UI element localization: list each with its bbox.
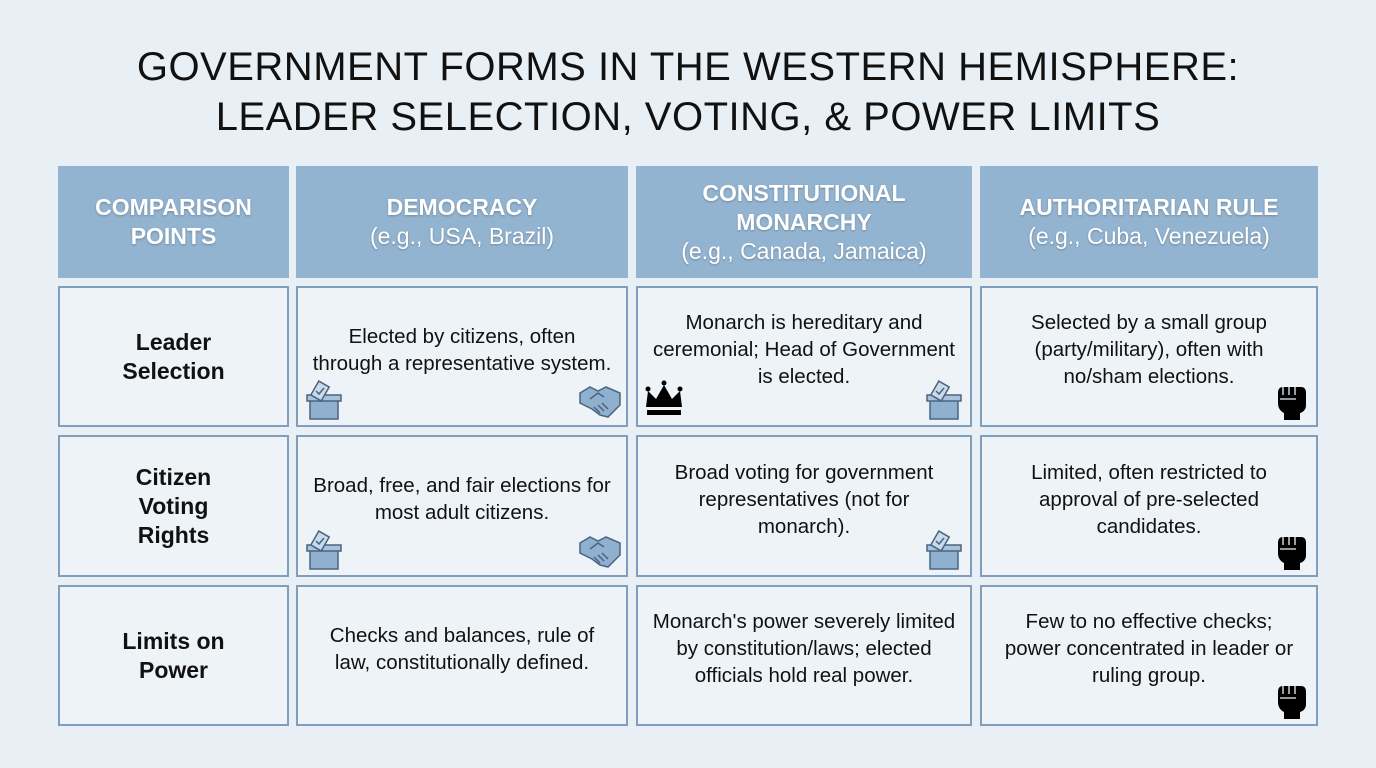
row-label: Limits on Power (122, 627, 225, 683)
table-cell-authoritarian (980, 585, 1318, 726)
header-democracy (296, 166, 628, 278)
header-authoritarian-rule (980, 166, 1318, 278)
cell-text: Monarch's power severely limited by constitution/laws; elected officials hold real power. (652, 610, 956, 687)
header-constitutional-monarchy (636, 166, 972, 278)
raised-fist-icon (1268, 527, 1312, 571)
header-title: AUTHORITARIAN RULE (1019, 194, 1279, 220)
page-title (0, 42, 1376, 142)
table-cell-monarchy (636, 286, 972, 427)
table-cell-authoritarian (980, 435, 1318, 577)
cell-text: Few to no effective checks; power concentrated in leader or ruling group. (1004, 610, 1294, 687)
row-label: Citizen Voting Rights (135, 463, 212, 548)
title-line-1: GOVERNMENT FORMS IN THE WESTERN HEMISPHERE: (136, 45, 1240, 89)
table-cell-democracy (296, 585, 628, 726)
cell-text: Checks and balances, rule of law, constitutionally defined. (329, 623, 595, 674)
header-title: CONSTITUTIONAL MONARCHY (702, 179, 906, 235)
cell-text: Limited, often restricted to approval of pre-selected candidates. (1031, 460, 1267, 538)
raised-fist-icon (1268, 676, 1312, 720)
cell-text: Elected by citizens, often through a representative system. (312, 324, 612, 375)
header-comparison-points (58, 166, 289, 278)
cell-text: Broad, free, and fair elections for most adult citizens. (313, 474, 611, 524)
ballot-box-icon (302, 527, 346, 571)
header-examples: (e.g., Cuba, Venezuela) (1028, 223, 1270, 249)
handshake-icon (578, 527, 622, 571)
table-cell-democracy (296, 286, 628, 427)
cell-text: Monarch is hereditary and ceremonial; Head of Government is elected. (653, 311, 955, 388)
cell-text: Selected by a small group (party/military), often with no/sham elections. (1031, 311, 1267, 388)
header-examples: (e.g., Canada, Jamaica) (681, 237, 927, 264)
header-examples: (e.g., USA, Brazil) (369, 223, 555, 249)
table-cell-authoritarian (980, 286, 1318, 427)
ballot-box-icon (922, 527, 966, 571)
handshake-icon (578, 377, 622, 421)
ballot-box-icon (302, 377, 346, 421)
header-title: DEMOCRACY (386, 194, 538, 220)
table-cell-monarchy (636, 585, 972, 726)
row-label-cell (58, 435, 289, 577)
cell-text: Broad voting for government representatives (not for monarch). (674, 460, 934, 538)
row-label: Leader Selection (122, 328, 225, 384)
raised-fist-icon (1268, 377, 1312, 421)
title-line-2: LEADER SELECTION, VOTING, & POWER LIMITS (215, 95, 1161, 139)
row-label-cell (58, 286, 289, 427)
ballot-box-icon (922, 377, 966, 421)
table-cell-democracy (296, 435, 628, 577)
header-title: COMPARISON POINTS (95, 194, 252, 249)
table-cell-monarchy (636, 435, 972, 577)
row-label-cell (58, 585, 289, 726)
crown-icon (642, 377, 686, 421)
